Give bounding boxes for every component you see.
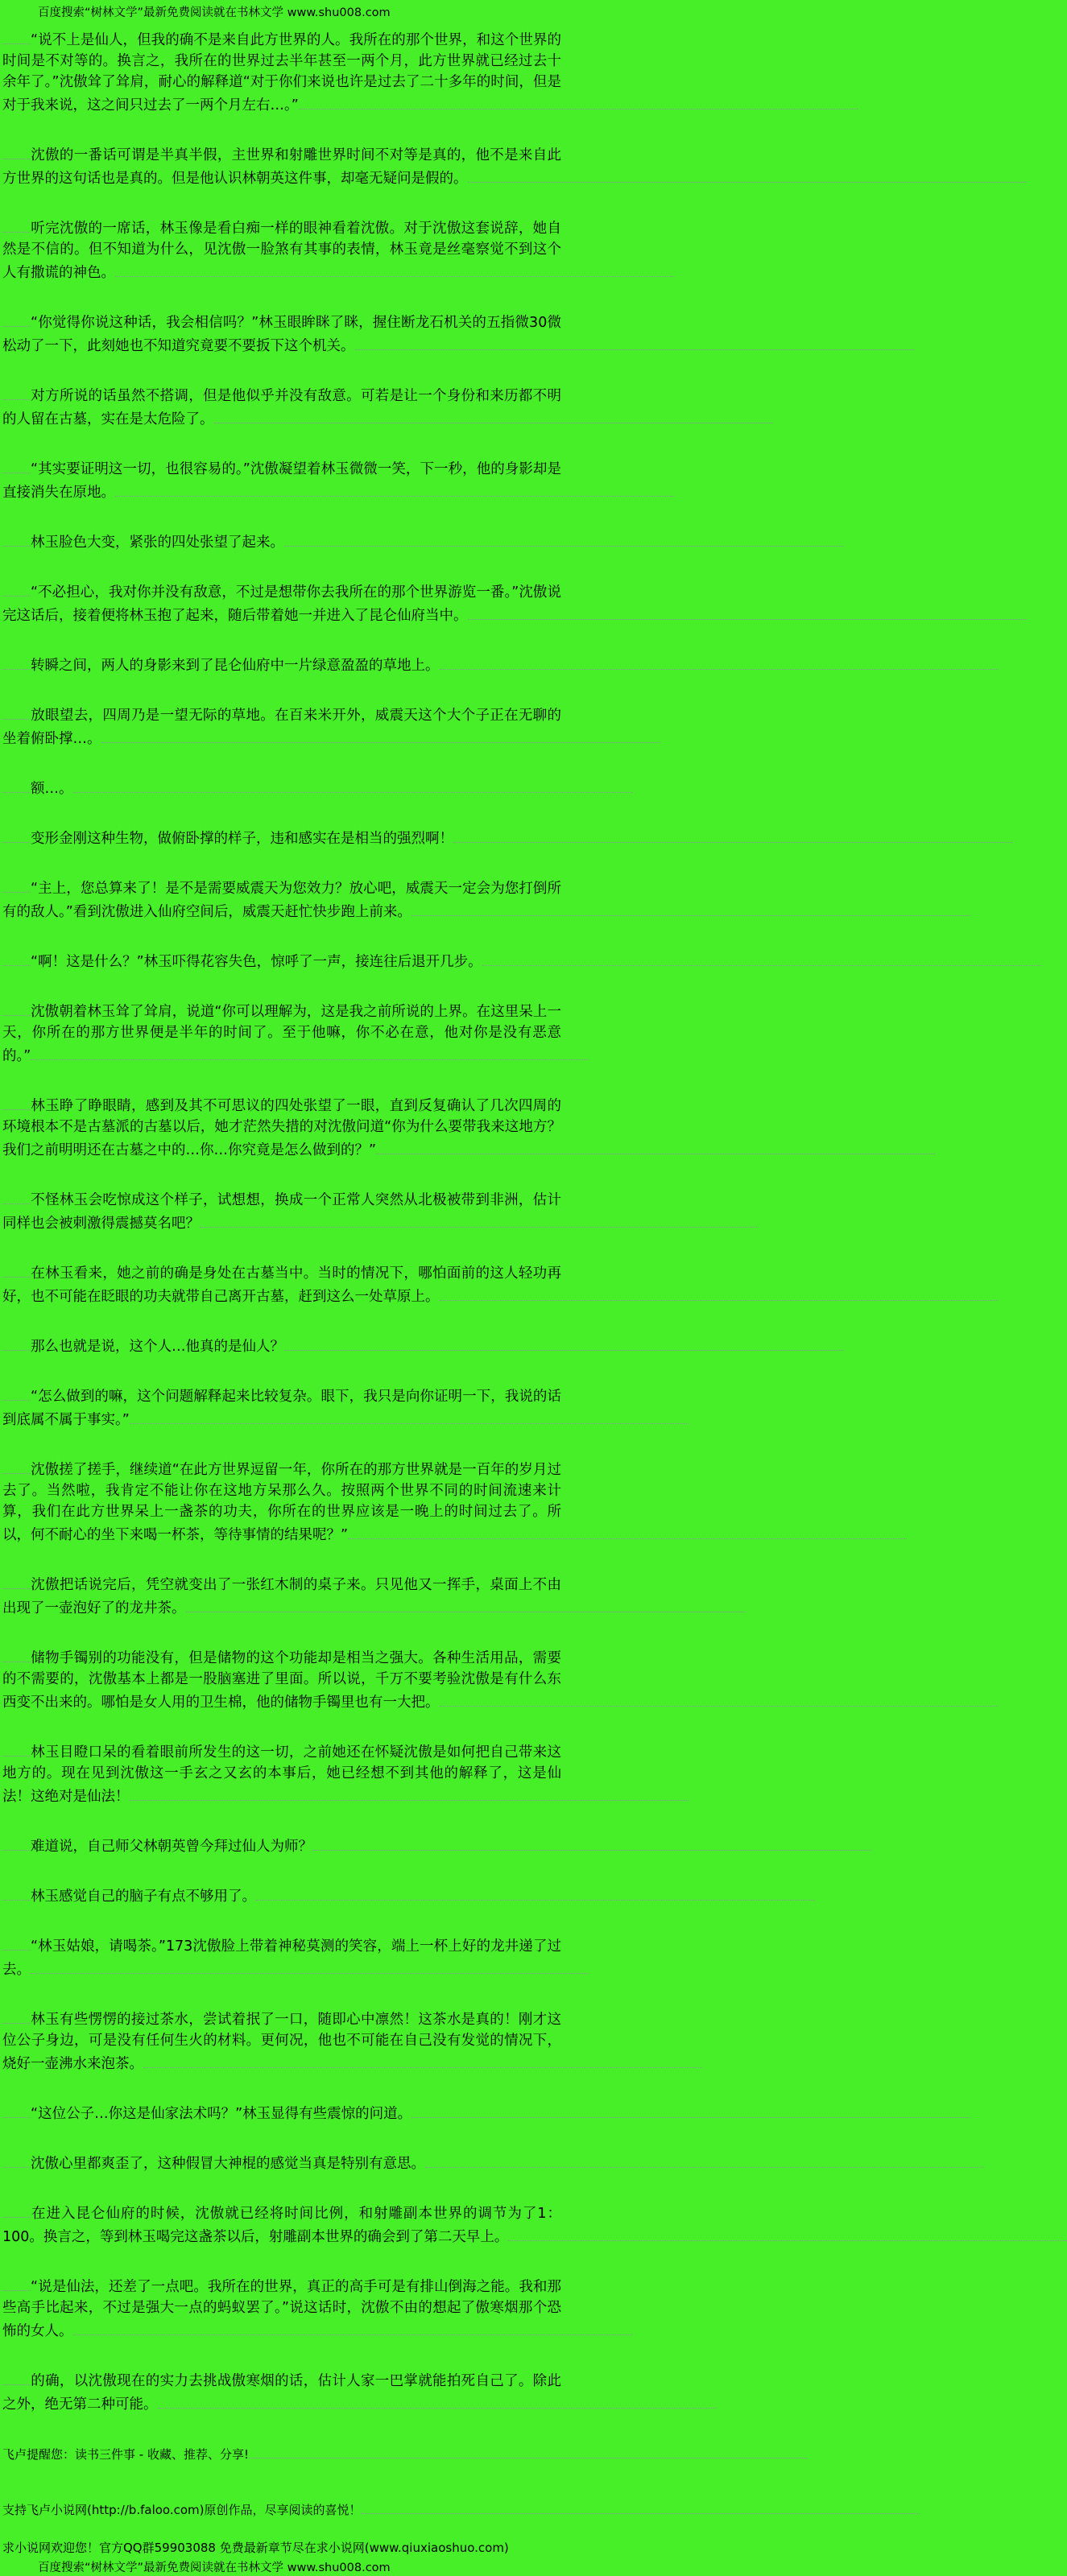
novel-paragraph: “说是仙法，还差了一点吧。我所在的世界，真正的高手可是有排山倒海之能。我和那些高手比起来，不过是强大一点的蚂蚁罢了。”说这话时，沈傲不由的想起了傲寒烟那个恐怖的女人。 — [2, 2274, 561, 2342]
novel-paragraph: 的确，以沈傲现在的实力去挑战傲寒烟的话，估计人家一巴掌就能拍死自己了。除此之外，绝无第二种可能。 — [2, 2368, 561, 2415]
novel-paragraph: 林玉睁了睁眼睛，感到及其不可思议的四处张望了一眼，直到反复确认了几次四周的环境根本不是古墓派的古墓以后，她才茫然失措的对沈傲问道“你为什么要带我来这地方？我们之前明明还在古墓之中的…你…你究竟是怎么做到的？” — [2, 1093, 561, 1161]
novel-paragraph: “你觉得你说这种话，我会相信吗？”林玉眼眸眯了眯，握住断龙石机关的五指微30微松动了一下，此刻她也不知道究竟要不要扳下这个机关。 — [2, 310, 561, 357]
novel-paragraph: “不必担心，我对你并没有敌意，不过是想带你去我所在的那个世界游览一番。”沈傲说完这话后，接着便将林玉抱了起来，随后带着她一并进入了昆仑仙府当中。 — [2, 580, 561, 626]
novel-paragraph: “主上，您总算来了！是不是需要威震天为您效力？放心吧，威震天一定会为您打倒所有的敌人。”看到沈傲进入仙府空间后，威震天赶忙快步跑上前来。 — [2, 876, 561, 923]
novel-paragraph: “其实要证明这一切，也很容易的。”沈傲凝望着林玉微微一笑，下一秒，他的身影却是直接消失在原地。 — [2, 456, 561, 503]
footer-welcome: 求小说网欢迎您！官方QQ群59903088 免费最新章节尽在求小说网(www.qiuxiaoshuo.com) — [2, 2541, 509, 2555]
novel-paragraph: 那么也就是说，这个人…他真的是仙人？ — [2, 1334, 561, 1357]
novel-paragraph: 不怪林玉会吃惊成这个样子，试想想，换成一个正常人突然从北极被带到非洲，估计同样也会被刺激得震撼莫名吧？ — [2, 1187, 561, 1234]
novel-paragraph: 难道说，自己师父林朝英曾今拜过仙人为师？ — [2, 1834, 561, 1857]
chapter-body — [2, 27, 561, 2415]
footer-promo: 百度搜索“树林文学”最新免费阅读就在书林文学 www.shu008.com — [38, 2562, 391, 2574]
novel-paragraph: 林玉脸色大变，紧张的四处张望了起来。 — [2, 530, 561, 553]
novel-paragraph: “说不上是仙人，但我的确不是来自此方世界的人。我所在的那个世界，和这个世界的时间是不对等的。换言之，我所在的世界过去半年甚至一两个月，此方世界就已经过去十余年了。”沈傲耸了耸肩，耐心的解释道“对于你们来说也许是过去了二十多年的时间，但是对于我来说，这之间只过去了一两个月左右…。” — [2, 27, 561, 116]
novel-paragraph: 沈傲把话说完后，凭空就变出了一张红木制的桌子来。只见他又一挥手，桌面上不由出现了一壶泡好了的龙井茶。 — [2, 1572, 561, 1619]
novel-paragraph: 转瞬之间，两人的身影来到了昆仑仙府中一片绿意盈盈的草地上。 — [2, 653, 561, 676]
novel-paragraph: 沈傲的一番话可谓是半真半假，主世界和射雕世界时间不对等是真的，他不是来自此方世界的这句话也是真的。但是他认识林朝英这件事，却毫无疑问是假的。 — [2, 142, 561, 189]
novel-paragraph: “啊！这是什么？”林玉吓得花容失色，惊呼了一声，接连往后退开几步。 — [2, 949, 561, 972]
novel-paragraph: 对方所说的话虽然不搭调，但是他似乎并没有敌意。可若是让一个身份和来历都不明的人留在古墓，实在是太危险了。 — [2, 383, 561, 430]
novel-paragraph: 沈傲搓了搓手，继续道“在此方世界逗留一年，你所在的那方世界就是一百年的岁月过去了。当然啦，我肯定不能让你在这地方呆那么久。按照两个世界不同的时间流速来计算，我们在此方世界呆上一盏茶的功夫，你所在的世界应该是一晚上的时间过去了。所以，何不耐心的坐下来喝一杯茶，等待事情的结果呢？” — [2, 1457, 561, 1546]
novel-paragraph: “怎么做到的嘛，这个问题解释起来比较复杂。眼下，我只是向你证明一下，我说的话到底属不属于事实。” — [2, 1384, 561, 1430]
novel-paragraph: “这位公子…你这是仙家法术吗？”林玉显得有些震惊的问道。 — [2, 2101, 561, 2124]
novel-paragraph: 在进入昆仑仙府的时候，沈傲就已经将时间比例，和射雕副本世界的调节为了1：100。换言之，等到林玉喝完这盏茶以后，射雕副本世界的确会到了第二天早上。 — [2, 2201, 561, 2248]
novel-paragraph: 林玉有些愣愣的接过茶水，尝试着抿了一口，随即心中凛然！这茶水是真的！刚才这位公子身边，可是没有任何生火的材料。更何况，他也不可能在自己没有发觉的情况下，烧好一壶沸水来泡茶。 — [2, 2007, 561, 2074]
novel-paragraph: 沈傲心里都爽歪了，这种假冒大神棍的感觉当真是特别有意思。 — [2, 2151, 561, 2174]
novel-paragraph: 听完沈傲的一席话，林玉像是看白痴一样的眼神看着沈傲。对于沈傲这套说辞，她自然是不信的。但不知道为什么，见沈傲一脸煞有其事的表情，林玉竟是丝毫察觉不到这个人有撒谎的神色。 — [2, 216, 561, 283]
novel-paragraph: 额…。 — [2, 776, 561, 799]
novel-paragraph: 沈傲朝着林玉耸了耸肩，说道“你可以理解为，这是我之前所说的上界。在这里呆上一天，你所在的那方世界便是半年的时间了。至于他嘛，你不必在意，他对你是没有恶意的。” — [2, 999, 561, 1067]
novel-paragraph: 在林玉看来，她之前的确是身处在古墓当中。当时的情况下，哪怕面前的这人轻功再好，也不可能在眨眼的功夫就带自己离开古墓，赶到这么一处草原上。 — [2, 1261, 561, 1307]
novel-paragraph: “林玉姑娘，请喝茶。”173沈傲脸上带着神秘莫测的笑容，端上一杯上好的龙井递了过去。 — [2, 1934, 561, 1980]
novel-paragraph: 放眼望去，四周乃是一望无际的草地。在百来米开外，威震天这个大个子正在无聊的坐着俯卧撑…。 — [2, 703, 561, 749]
header-promo: 百度搜索“树林文学”最新免费阅读就在书林文学 www.shu008.com — [38, 6, 391, 19]
footer-reminder: 飞卢提醒您：读书三件事 - 收藏、推荐、分享! — [2, 2442, 561, 2465]
novel-paragraph: 储物手镯别的功能没有，但是储物的这个功能却是相当之强大。各种生活用品，需要的不需要的，沈傲基本上都是一股脑塞进了里面。所以说，千万不要考验沈傲是有什么东西变不出来的。哪怕是女人用的卫生棉，他的储物手镯里也有一大把。 — [2, 1645, 561, 1713]
novel-paragraph: 变形金刚这种生物，做俯卧撑的样子，违和感实在是相当的强烈啊！ — [2, 826, 561, 849]
novel-paragraph: 林玉目瞪口呆的看着眼前所发生的这一切，之前她还在怀疑沈傲是如何把自己带来这地方的。现在见到沈傲这一手玄之又玄的本事后，她已经想不到其他的解释了，这是仙法！这绝对是仙法！ — [2, 1740, 561, 1807]
novel-paragraph: 林玉感觉自己的脑子有点不够用了。 — [2, 1884, 561, 1907]
footer-support: 支持飞卢小说网(http://b.faloo.com)原创作品，尽享阅读的喜悦！ — [2, 2497, 561, 2520]
